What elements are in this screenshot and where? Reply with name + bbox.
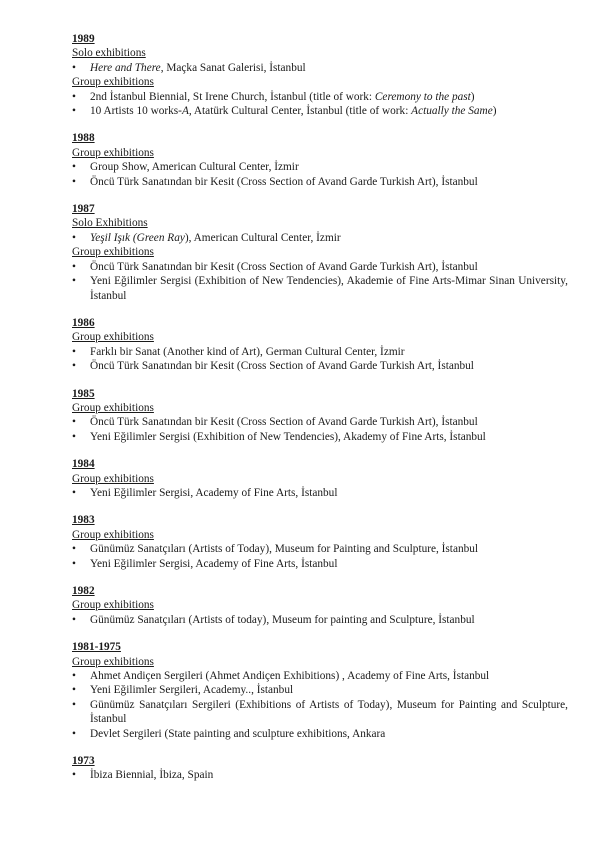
list-item	[72, 345, 568, 359]
item-text: Yeni Eğilimler Sergisi (Exhibition of New Tendencies), Akademie of Fine Arts-Mimar Sinan University, İstanbul	[90, 275, 568, 302]
italic-title: Here and There	[90, 61, 161, 74]
bullet-icon: •	[72, 275, 76, 288]
item-text: ), American Cultural Center, İzmir	[184, 231, 341, 244]
italic-title: Yeşil Işık (Green Ray	[90, 231, 185, 244]
bullet-icon: •	[72, 486, 76, 499]
year-heading: 1987	[72, 203, 95, 216]
item-text: Yeni Eğilimler Sergisi, Academy of Fine Arts, İstanbul	[90, 557, 338, 570]
item-text: 2nd İstanbul Biennial, St Irene Church, İstanbul (title of work:	[90, 90, 375, 103]
year-heading: 1984	[72, 458, 95, 471]
bullet-icon: •	[72, 543, 76, 556]
item-text: Öncü Türk Sanatından bir Kesit (Cross Section of Avand Garde Turkish Art, İstanbul	[90, 360, 474, 373]
category-label: Group exhibitions	[72, 472, 154, 485]
item-text: Günümüz Sanatçıları (Artists of today), Museum for painting and Sculpture, İstanbul	[90, 613, 475, 626]
item-text: İbiza Biennial, İbiza, Spain	[90, 769, 214, 782]
category-label: Group exhibitions	[72, 655, 154, 668]
list-item	[72, 727, 568, 741]
item-text: Farklı bir Sanat (Another kind of Art), German Cultural Center, İzmir	[90, 345, 405, 358]
item-text: Devlet Sergileri (State painting and sculpture exhibitions, Ankara	[90, 727, 386, 740]
item-text: Yeni Eğilimler Sergisi, Academy of Fine Arts, İstanbul	[90, 486, 338, 499]
list-item	[72, 486, 568, 500]
exhibition-list	[72, 32, 568, 796]
list-item	[72, 175, 568, 189]
category-label: Group exhibitions	[72, 401, 154, 414]
bullet-icon: •	[72, 175, 76, 188]
list-item	[72, 542, 568, 556]
list-item	[72, 613, 568, 627]
list-item	[72, 683, 568, 697]
year-section	[72, 316, 568, 374]
bullet-icon: •	[72, 345, 76, 358]
year-heading: 1985	[72, 387, 95, 400]
category-label: Group exhibitions	[72, 528, 154, 541]
list-item	[72, 359, 568, 373]
italic-title: Ceremony to the past	[374, 90, 471, 103]
bullet-icon: •	[72, 430, 76, 443]
list-item	[72, 231, 568, 245]
year-heading: 1981-1975	[72, 641, 121, 654]
item-text: Ahmet Andiçen Sergileri (Ahmet Andiçen Exhibitions) , Academy of Fine Arts, İstanbul	[90, 670, 490, 683]
category-label: Group exhibitions	[72, 76, 154, 89]
category-label: Solo Exhibitions	[72, 217, 148, 230]
bullet-icon: •	[72, 360, 76, 373]
bullet-icon: •	[72, 260, 76, 273]
year-heading: 1988	[72, 132, 95, 145]
category-label: Solo exhibitions	[72, 47, 146, 60]
bullet-icon: •	[72, 90, 76, 103]
list-item	[72, 274, 568, 303]
item-text: Öncü Türk Sanatından bir Kesit (Cross Section of Avand Garde Turkish Art), İstanbul	[90, 416, 478, 429]
category-label: Group exhibitions	[72, 331, 154, 344]
bullet-icon: •	[72, 557, 76, 570]
item-text: Öncü Türk Sanatından bir Kesit (Cross Section of Avand Garde Turkish Art), İstanbul	[90, 175, 478, 188]
year-section	[72, 387, 568, 445]
list-item	[72, 90, 568, 104]
bullet-icon: •	[72, 698, 76, 711]
year-section	[72, 640, 568, 741]
item-text: 10 Artists 10 works-	[90, 105, 182, 118]
item-text: )	[492, 105, 497, 118]
year-section	[72, 457, 568, 500]
bullet-icon: •	[72, 231, 76, 244]
bullet-icon: •	[72, 613, 76, 626]
list-item	[72, 669, 568, 683]
year-heading: 1973	[72, 755, 95, 768]
year-section	[72, 32, 568, 118]
item-text: )	[470, 90, 475, 103]
list-item	[72, 430, 568, 444]
italic-title: Actually the Same	[411, 105, 493, 118]
year-section	[72, 202, 568, 303]
year-heading: 1989	[72, 33, 95, 45]
bullet-icon: •	[72, 416, 76, 429]
item-text: Öncü Türk Sanatından bir Kesit (Cross Section of Avand Garde Turkish Art), İstanbul	[90, 260, 478, 273]
item-text: Group Show, American Cultural Center, İzmir	[90, 161, 299, 174]
item-text: , Maçka Sanat Galerisi, İstanbul	[160, 61, 306, 74]
bullet-icon: •	[72, 670, 76, 683]
bullet-icon: •	[72, 727, 76, 740]
list-item	[72, 557, 568, 571]
list-item	[72, 160, 568, 174]
list-item	[72, 768, 568, 782]
list-item	[72, 260, 568, 274]
year-heading: 1983	[72, 514, 95, 527]
list-item	[72, 698, 568, 727]
italic-title: A,	[181, 105, 192, 118]
year-section	[72, 754, 568, 783]
item-text: Atatürk Cultural Center, İstanbul (title of work:	[191, 105, 412, 118]
item-text: Yeni Eğilimler Sergisi (Exhibition of New Tendencies), Akademy of Fine Arts, İstanbul	[90, 430, 486, 443]
item-text: Günümüz Sanatçıları Sergileri (Exhibitions of Artists of Today), Museum for Painting and Sculpture, İstanbul	[90, 698, 568, 726]
bullet-icon: •	[72, 684, 76, 697]
year-heading: 1986	[72, 316, 95, 329]
list-item	[72, 104, 568, 118]
bullet-icon: •	[72, 769, 76, 782]
list-item	[72, 61, 568, 75]
year-section	[72, 513, 568, 571]
year-heading: 1982	[72, 585, 95, 597]
bullet-icon: •	[72, 161, 76, 174]
category-label: Group exhibitions	[72, 599, 154, 612]
item-text: Yeni Eğilimler Sergileri, Academy.., İstanbul	[90, 684, 294, 697]
category-label: Group exhibitions	[72, 146, 154, 159]
item-text: Günümüz Sanatçıları (Artists of Today), Museum for Painting and Sculpture, İstanbul	[90, 543, 479, 556]
category-label: Group exhibitions	[72, 246, 154, 259]
list-item	[72, 415, 568, 429]
bullet-icon: •	[72, 61, 76, 74]
year-section	[72, 131, 568, 189]
year-section	[72, 584, 568, 627]
bullet-icon: •	[72, 105, 76, 118]
